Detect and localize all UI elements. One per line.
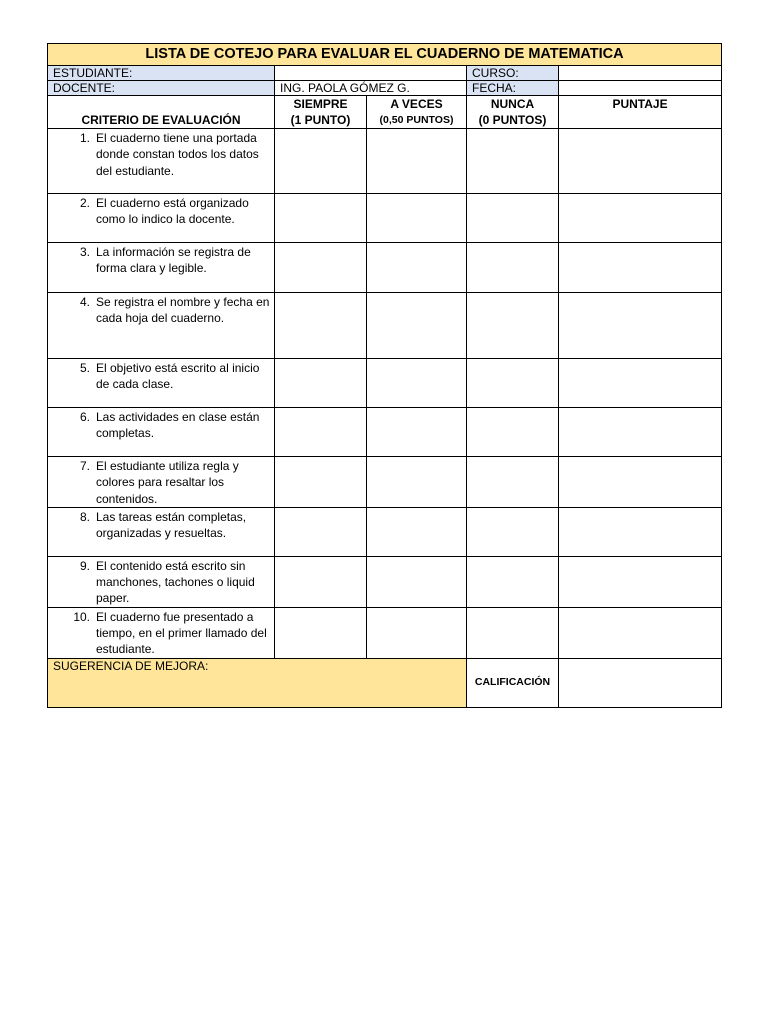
criterion-text: Las actividades en clase están completas.: [96, 410, 260, 441]
sometimes-header-points: (0,50 PUNTOS): [379, 114, 454, 126]
criteria-row: [48, 359, 722, 408]
criterion-cell: [48, 457, 275, 508]
always-cell[interactable]: [275, 457, 367, 508]
criterion-text: El contenido está escrito sin manchones, tachones o liquid paper.: [96, 558, 255, 606]
criterion-number: 7.: [79, 459, 90, 473]
criterion-cell: [48, 408, 275, 457]
criterion-cell: [48, 129, 275, 194]
student-label: ESTUDIANTE:: [48, 66, 275, 81]
criteria-row: [48, 408, 722, 457]
criteria-row: [48, 129, 722, 194]
never-cell[interactable]: [467, 129, 559, 194]
criterion-cell: [48, 359, 275, 408]
student-field[interactable]: [275, 66, 467, 81]
never-cell[interactable]: [467, 293, 559, 359]
sometimes-cell[interactable]: [367, 457, 467, 508]
score-header-label: PUNTAJE: [612, 97, 668, 111]
sometimes-cell[interactable]: [367, 359, 467, 408]
sometimes-cell[interactable]: [367, 507, 467, 556]
grade-field[interactable]: [559, 658, 722, 707]
criterion-number: 5.: [79, 361, 90, 375]
sometimes-cell[interactable]: [367, 556, 467, 607]
always-header-label: SIEMPRE: [293, 97, 348, 111]
score-cell[interactable]: [559, 194, 722, 243]
never-header-points: (0 PUNTOS): [478, 113, 547, 127]
sometimes-header: [367, 96, 467, 129]
suggestion-label: SUGERENCIA DE MEJORA:: [53, 658, 209, 673]
document-title: LISTA DE COTEJO PARA EVALUAR EL CUADERNO DE MATEMATICA: [48, 44, 722, 66]
teacher-field[interactable]: ING. PAOLA GÓMEZ G.: [275, 81, 467, 96]
criterion-text: El objetivo está escrito al inicio de cada clase.: [96, 361, 260, 392]
criteria-row: [48, 293, 722, 359]
criterion-number: 2.: [79, 196, 90, 210]
never-cell[interactable]: [467, 359, 559, 408]
always-cell[interactable]: [275, 243, 367, 293]
always-cell[interactable]: [275, 507, 367, 556]
never-cell[interactable]: [467, 556, 559, 607]
sometimes-cell[interactable]: [367, 129, 467, 194]
score-cell[interactable]: [559, 359, 722, 408]
criterion-cell: [48, 607, 275, 658]
criterion-cell: [48, 293, 275, 359]
criteria-rows: [48, 129, 722, 659]
score-cell[interactable]: [559, 457, 722, 508]
criteria-header: [48, 96, 275, 129]
criterion-text: El estudiante utiliza regla y colores para resaltar los contenidos.: [96, 459, 239, 506]
score-cell[interactable]: [559, 293, 722, 359]
criterion-cell: [48, 243, 275, 293]
criteria-header-label: CRITERIO DE EVALUACIÓN: [81, 113, 241, 127]
criterion-number: 4.: [79, 295, 90, 309]
criterion-text: El cuaderno está organizado como lo indico la docente.: [96, 196, 249, 227]
checklist-sheet: [47, 43, 721, 708]
criterion-number: 1.: [79, 131, 90, 145]
score-cell[interactable]: [559, 556, 722, 607]
criterion-number: 8.: [79, 509, 90, 524]
sometimes-cell[interactable]: [367, 243, 467, 293]
criterion-text: El cuaderno fue presentado a tiempo, en el primer llamado del estudiante.: [96, 609, 267, 657]
never-cell[interactable]: [467, 457, 559, 508]
criterion-cell: [48, 507, 275, 556]
sometimes-cell[interactable]: [367, 408, 467, 457]
criterion-text: Las tareas están completas, organizadas y resueltas.: [96, 509, 247, 541]
sometimes-cell[interactable]: [367, 607, 467, 658]
never-cell[interactable]: [467, 243, 559, 293]
never-header-label: NUNCA: [490, 97, 535, 111]
criterion-cell: [48, 194, 275, 243]
checklist-table: [47, 43, 722, 708]
course-field[interactable]: [559, 66, 722, 81]
score-cell[interactable]: [559, 129, 722, 194]
score-cell[interactable]: [559, 408, 722, 457]
grade-label: CALIFICACIÓN: [467, 658, 559, 707]
always-header-points: (1 PUNTO): [290, 113, 351, 127]
criterion-text: El cuaderno tiene una portada donde constan todos los datos del estudiante.: [96, 131, 259, 178]
criteria-row: [48, 243, 722, 293]
date-label: FECHA:: [467, 81, 559, 96]
always-cell[interactable]: [275, 359, 367, 408]
criterion-number: 3.: [79, 245, 90, 259]
always-cell[interactable]: [275, 293, 367, 359]
criteria-row: [48, 507, 722, 556]
score-header: [559, 96, 722, 129]
date-field[interactable]: [559, 81, 722, 96]
score-cell[interactable]: [559, 507, 722, 556]
never-header: [467, 96, 559, 129]
criterion-text: La información se registra de forma clara y legible.: [96, 245, 251, 276]
always-cell[interactable]: [275, 194, 367, 243]
criteria-row: [48, 556, 722, 607]
criterion-number: 10.: [73, 609, 90, 624]
criteria-row: [48, 457, 722, 508]
score-cell[interactable]: [559, 243, 722, 293]
never-cell[interactable]: [467, 507, 559, 556]
teacher-label: DOCENTE:: [48, 81, 275, 96]
always-cell[interactable]: [275, 556, 367, 607]
criteria-row: [48, 194, 722, 243]
always-cell[interactable]: [275, 408, 367, 457]
always-cell[interactable]: [275, 607, 367, 658]
sometimes-cell[interactable]: [367, 194, 467, 243]
sometimes-cell[interactable]: [367, 293, 467, 359]
criterion-number: 9.: [79, 558, 90, 573]
criterion-cell: [48, 556, 275, 607]
sometimes-header-label: A VECES: [390, 97, 443, 111]
course-label: CURSO:: [467, 66, 559, 81]
score-cell[interactable]: [559, 607, 722, 658]
never-cell[interactable]: [467, 408, 559, 457]
criteria-row: [48, 607, 722, 658]
never-cell[interactable]: [467, 607, 559, 658]
criterion-number: 6.: [79, 410, 90, 424]
criterion-text: Se registra el nombre y fecha en cada hoja del cuaderno.: [96, 295, 270, 326]
never-cell[interactable]: [467, 194, 559, 243]
always-cell[interactable]: [275, 129, 367, 194]
suggestion-field[interactable]: [48, 658, 467, 707]
always-header: [275, 96, 367, 129]
